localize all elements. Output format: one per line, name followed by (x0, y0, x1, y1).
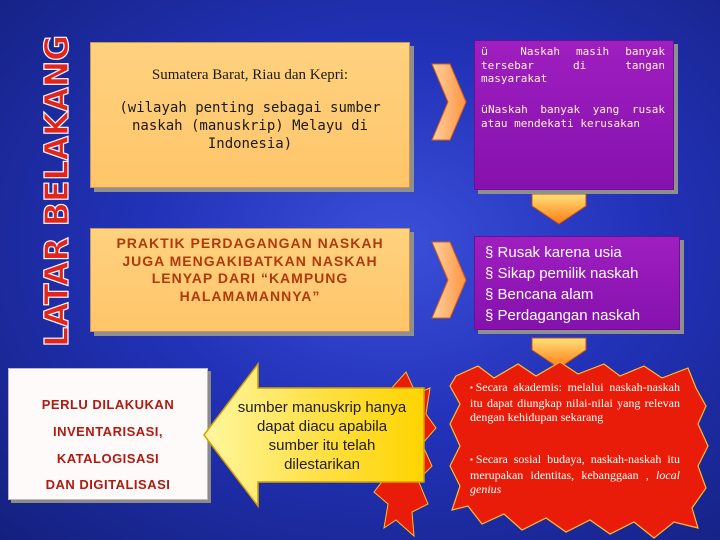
cause-text: Sikap pemilik naskah (497, 265, 639, 282)
trade-box (90, 228, 410, 332)
condition-point-1-text: Naskah masih banyak tersebar di tangan masyarakat (481, 45, 665, 85)
condition-point-2-text: Naskah banyak yang rusak atau mendekati kerusakan (481, 103, 665, 130)
reason-point-1-text: Secara akademis: melalui naskah-naskah itu dapat diungkap nilai-nilai yang relevan dengan kehidupan sekarang (470, 380, 680, 424)
action-box (8, 368, 208, 500)
preservation-note: sumber manuskrip hanya dapat diacu apabila sumber itu telah dilestarikan (237, 399, 407, 473)
region-box (90, 42, 410, 188)
causes-box (474, 236, 680, 330)
down-arrow-icon (530, 192, 588, 226)
reason-point-2-italic: local genius (470, 467, 680, 496)
cause-item (485, 306, 640, 326)
bullet-icon: § (485, 307, 494, 324)
bullet-icon: ▪ (470, 383, 476, 392)
action-item-4: DAN DIGITALISASI (45, 477, 171, 492)
action-item-2: INVENTARISASI, (52, 424, 164, 439)
bullet-icon: § (485, 286, 494, 303)
reason-point-1 (470, 380, 680, 425)
check-icon: ü (481, 45, 488, 58)
sidebar-title-text: LATAR BELAKANG (37, 34, 76, 347)
cause-item (485, 264, 638, 284)
reasons-box (464, 376, 686, 506)
condition-point-2 (481, 103, 665, 130)
bullet-icon: § (485, 244, 494, 261)
reason-point-2-text: Secara sosial budaya, naskah-naskah itu merupakan identitas, kebanggaan , (470, 452, 680, 482)
region-description: (wilayah penting sebagai sumber naskah (manuskrip) Melayu di Indonesia) (119, 100, 381, 152)
right-arrow-icon (430, 240, 468, 320)
cause-text: Rusak karena usia (497, 244, 622, 261)
cause-text: Perdagangan naskah (497, 307, 641, 324)
check-icon: ü (481, 103, 488, 116)
reason-point-2 (470, 452, 680, 497)
sidebar-title (36, 34, 76, 348)
cause-text: Bencana alam (497, 286, 594, 303)
action-item-1: PERLU DILAKUKAN (41, 397, 175, 412)
trade-text: PRAKTIK PERDAGANGAN NASKAH JUGA MENGAKIBATKAN NASKAH LENYAP DARI “KAMPUNG HALAMAMANNYA” (116, 235, 384, 304)
condition-box (474, 40, 674, 190)
bullet-icon: § (485, 265, 494, 282)
bullet-icon: ▪ (470, 455, 476, 464)
cause-item (485, 243, 622, 263)
action-item-3: KATALOGISASI (56, 451, 160, 466)
region-heading: Sumatera Barat, Riau dan Kepri: (151, 67, 349, 83)
condition-point-1 (481, 45, 665, 86)
right-arrow-icon (430, 62, 468, 142)
cause-item (485, 285, 593, 305)
